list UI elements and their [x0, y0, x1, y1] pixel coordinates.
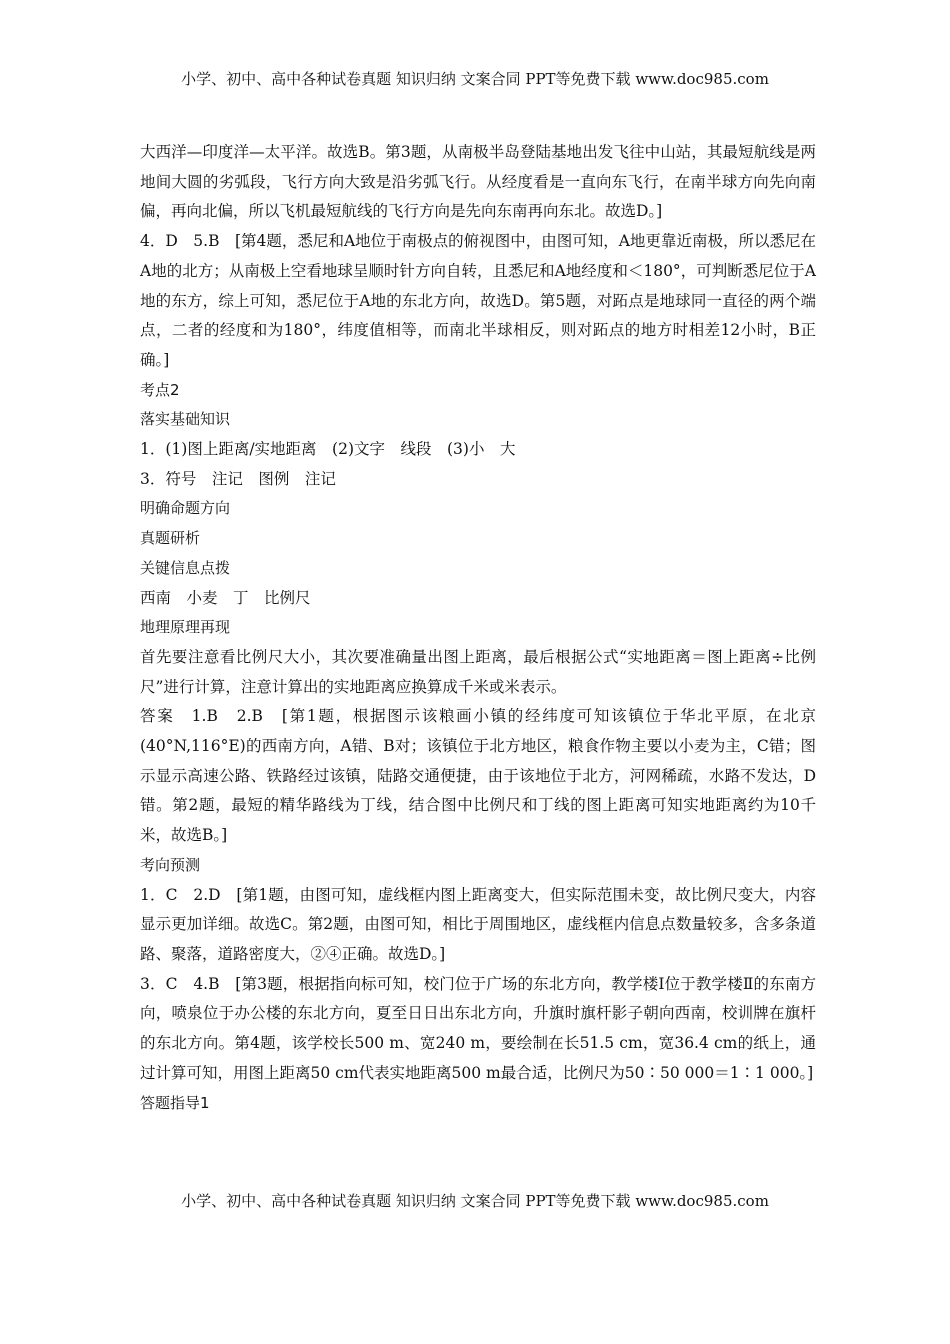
section-heading: 考向预测 — [140, 855, 201, 874]
paragraph: 4．D 5.B [第4题，悉尼和A地位于南极点的俯视图中，由图可知，A地更靠近南极，所以悉尼在A地的北方；从南极上空看地球呈顺时针方向自转，且悉尼和A地经度和＜180°，可判断悉尼位于A地的东方，综上可知，悉尼位于A地的东北方向，故选D。第5题，对跖点是地球同一直径的两个端点，二者的经度和为180°，纬度值相等，而南北半球相反，则对跖点的地方时相差12小时，B正确。] — [140, 232, 816, 369]
paragraph: 答案 1.B 2.B [第1题，根据图示该粮画小镇的经纬度可知该镇位于华北平原，在北京(40°N,116°E)的西南方向，A错、B对；该镇位于北方地区，粮食作物主要以小麦为主，C错；图示显示高速公路、铁路经过该镇，陆路交通便捷，由于该地位于北方，河网稀疏，水路不发达，D错。第2题，最短的精华路线为丁线，结合图中比例尺和丁线的图上距离可知实地距离约为10千米，故选B。] — [140, 707, 816, 845]
paragraph: 首先要注意看比例尺大小，其次要准确量出图上距离，最后根据公式“实地距离＝图上距离÷比例尺”进行计算，注意计算出的实地距离应换算成千米或米表示。 — [140, 647, 816, 696]
paragraph: 1．(1)图上距离/实地距离 (2)文字 线段 (3)小 大 — [140, 440, 516, 459]
section-heading: 关键信息点拨 — [140, 558, 231, 577]
page-footer: 小学、初中、高中各种试卷真题 知识归纳 文案合同 PPT等免费下载 www.doc985.com — [181, 1192, 769, 1210]
section-heading: 考点2 — [140, 380, 180, 399]
paragraph: 3．C 4.B [第3题，根据指向标可知，校门位于广场的东北方向，教学楼Ⅰ位于教学楼Ⅱ的东南方向，喷泉位于办公楼的东北方向，夏至日日出东北方向，升旗时旗杆影子朝向西南，校训牌在旗杆的东北方向。第4题，该学校长500 m、宽240 m，要绘制在长51.5 cm，宽36.4 cm的纸上，通过计算可知，用图上距离50 cm代表实地距离500 m最合适，比例尺为50∶50 000＝1∶1 000。] — [140, 974, 816, 1082]
section-heading: 落实基础知识 — [140, 410, 231, 429]
section-heading: 明确命题方向 — [140, 499, 231, 518]
paragraph: 3．符号 注记 图例 注记 — [140, 469, 336, 488]
page-header: 小学、初中、高中各种试卷真题 知识归纳 文案合同 PPT等免费下载 www.doc985.com — [181, 70, 769, 88]
paragraph: 大西洋—印度洋—太平洋。故选B。第3题，从南极半岛登陆基地出发飞往中山站，其最短航线是两地间大圆的劣弧段，飞行方向大致是沿劣弧飞行。从经度看是一直向东飞行，在南半球方向先向南偏，再向北偏，所以飞机最短航线的飞行方向是先向东南再向东北。故选D。] — [140, 143, 816, 221]
section-heading: 地理原理再现 — [140, 618, 231, 637]
paragraph: 1．C 2.D [第1题，由图可知，虚线框内图上距离变大，但实际范围未变，故比例尺变大，内容显示更加详细。故选C。第2题，由图可知，相比于周围地区，虚线框内信息点数量较多，含多条道路、聚落，道路密度大，②④正确。故选D。] — [140, 885, 816, 963]
document-body — [140, 138, 816, 1118]
section-heading: 答题指导1 — [140, 1093, 210, 1112]
section-heading: 真题研析 — [140, 529, 201, 548]
paragraph: 西南 小麦 丁 比例尺 — [140, 588, 311, 607]
